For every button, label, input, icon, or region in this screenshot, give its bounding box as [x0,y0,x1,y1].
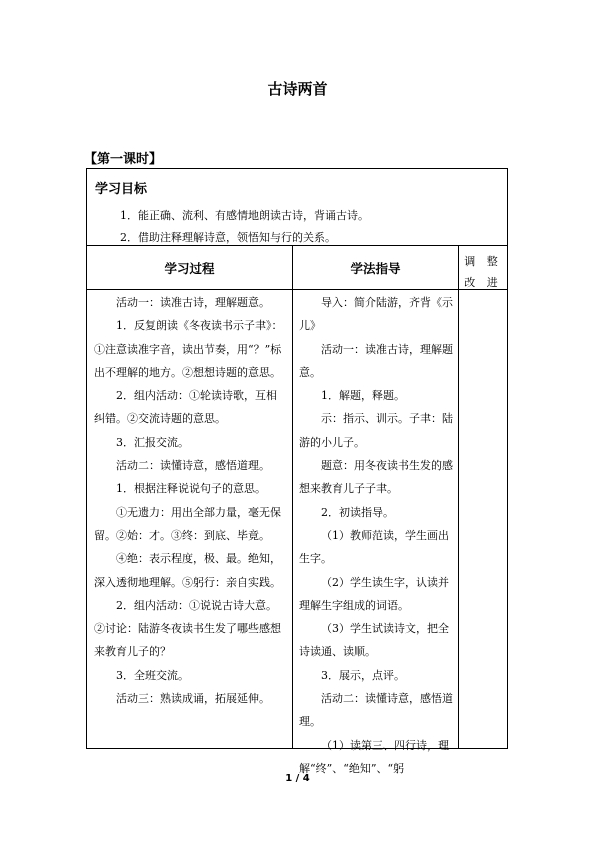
guidance-paragraph: 3．展示，点评。 [321,668,405,682]
guidance-paragraph: 1．解题，释题。 [321,389,405,403]
guidance-header: 学法指导 [350,261,401,276]
goals-heading: 学习目标 [95,182,148,197]
process-paragraph: 活动二：读懂诗意，感悟道理。 [116,459,270,473]
section-label: 【第一课时】 [84,152,163,167]
process-paragraph: 2．组内活动：①说说古诗大意。②讨论：陆游冬夜读书生发了哪些感想来教育儿子的？ [94,598,281,659]
process-paragraph: 1．反复朗读《冬夜读书示子聿》：①注意读准字音，读出节奏，用“？”标出不理解的地方。②想想诗题的意思。 [94,319,283,379]
column-divider [292,245,293,748]
process-paragraph: 活动三：熟读成诵，拓展延伸。 [116,692,270,706]
goal-item: 2．借助注释理解诗意，领悟知与行的关系。 [120,231,336,244]
guidance-paragraph: （1）读第三、四行诗，理解“终”、“绝知”、“躬 [299,738,449,775]
process-paragraph: ④绝：表示程度，极、最。绝知，深入透彻地理解。⑤躬行：亲自实践。 [94,552,281,589]
adjust-header-line: 调 整 [464,255,502,268]
document-title: 古诗两首 [267,80,328,98]
guidance-paragraph: （2）学生读生字，认读并理解生字组成的词语。 [299,575,449,612]
adjust-header-line: 改 进 [464,276,502,289]
guidance-column [299,291,453,780]
process-header: 学习过程 [164,261,215,276]
process-paragraph: 3．全班交流。 [116,668,189,682]
goals-block [87,169,507,246]
page-number: 1 / 4 [285,773,310,784]
guidance-paragraph: 活动二：读懂诗意，感悟道理。 [299,692,453,729]
goal-item: 1．能正确、流利、有感情地朗读古诗，背诵古诗。 [120,209,369,222]
process-column [94,291,287,710]
guidance-paragraph: 活动一：读准古诗，理解题意。 [299,342,453,379]
guidance-paragraph: 题意：用冬夜读书生发的感想来教育儿子子聿。 [299,459,453,496]
guidance-paragraph: 2．初读指导。 [321,505,394,519]
process-paragraph: 活动一：读准古诗，理解题意。 [116,296,270,309]
lesson-table [86,168,508,775]
guidance-paragraph: 导入：简介陆游，齐背《示儿》 [299,296,453,333]
process-paragraph: 1．根据注释说说句子的意思。 [116,482,266,496]
guidance-paragraph: （3）学生试读诗文，把全诗读通、读顺。 [299,622,449,659]
guidance-paragraph: 示：指示、训示。子聿：陆游的小儿子。 [299,412,453,449]
process-paragraph: ①无遗力：用出全部力量，毫无保留。②始：才。③终：到底、毕竟。 [94,505,281,542]
guidance-paragraph: （1）教师范读，学生画出生字。 [299,528,449,566]
column-divider [458,245,459,748]
process-paragraph: 2．组内活动：①轮读诗歌，互相纠错。②交流诗题的意思。 [94,389,277,426]
adjust-header [459,251,507,293]
process-paragraph: 3．汇报交流。 [116,435,189,449]
